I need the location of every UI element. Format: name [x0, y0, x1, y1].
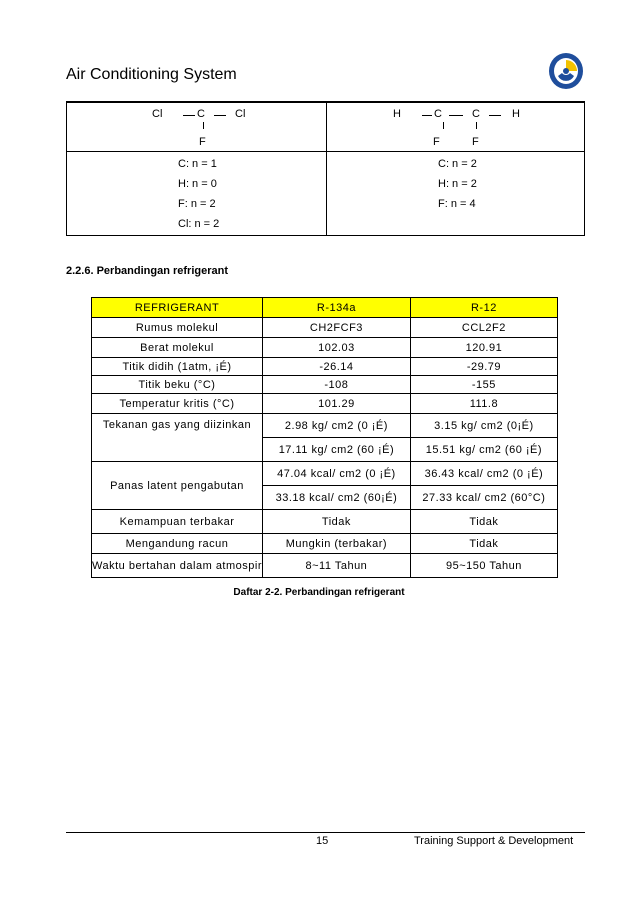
r12-value: 3.15 kg/ cm2 (0¡É)	[410, 414, 557, 438]
row-label: Temperatur kritis (°C)	[92, 394, 263, 414]
header-cell: R-12	[410, 298, 557, 318]
section-heading: 2.2.6. Perbandingan refrigerant	[66, 265, 228, 277]
footer-rule	[66, 832, 585, 833]
r12-value: 120.91	[410, 338, 557, 358]
formula-right-count: C: n = 2	[438, 158, 477, 170]
r134a-value: Mungkin (terbakar)	[263, 534, 411, 554]
r134a-value: Tidak	[263, 510, 411, 534]
header-cell: REFRIGERANT	[92, 298, 263, 318]
page-number: 15	[316, 835, 329, 847]
table-row	[92, 318, 558, 338]
r134a-value: 47.04 kcal/ cm2 (0 ¡É)	[263, 462, 411, 486]
row-label: Kemampuan terbakar	[92, 510, 263, 534]
r12-value: CCL2F2	[410, 318, 557, 338]
r134a-value: 101.29	[263, 394, 411, 414]
row-label: Waktu bertahan dalam atmospir	[92, 554, 263, 578]
formula-left-atom-1: Cl	[152, 108, 163, 120]
table-row	[92, 394, 558, 414]
table-row	[92, 554, 558, 578]
page-header-title: Air Conditioning System	[66, 66, 237, 83]
formula-left-atom-3: Cl	[235, 108, 246, 120]
table-row	[92, 338, 558, 358]
formula-left-atom-2: C	[197, 108, 205, 120]
r12-value: -29.79	[410, 358, 557, 376]
table-row	[92, 414, 558, 438]
r134a-value: CH2FCF3	[263, 318, 411, 338]
r12-value: Tidak	[410, 510, 557, 534]
formula-left-count: H: n = 0	[178, 178, 217, 190]
r12-value: 95~150 Tahun	[410, 554, 557, 578]
r12-value: Tidak	[410, 534, 557, 554]
r134a-value: 33.18 kcal/ cm2 (60¡É)	[263, 486, 411, 510]
r12-value: 27.33 kcal/ cm2 (60°C)	[410, 486, 557, 510]
r134a-value: 2.98 kg/ cm2 (0 ¡É)	[263, 414, 411, 438]
formula-left-count: F: n = 2	[178, 198, 216, 210]
r12-value: 15.51 kg/ cm2 (60 ¡É)	[410, 438, 557, 462]
formula-left-count: Cl: n = 2	[178, 218, 220, 230]
formula-right-count: F: n = 4	[438, 198, 476, 210]
r134a-value: 102.03	[263, 338, 411, 358]
formula-right-atom-3: C	[472, 108, 480, 120]
r134a-value: 8~11 Tahun	[263, 554, 411, 578]
r12-value: 111.8	[410, 394, 557, 414]
formula-right-below-1: F	[433, 136, 440, 148]
formula-left-below: F	[199, 136, 206, 148]
formula-right-atom-1: H	[393, 108, 401, 120]
table-row	[92, 534, 558, 554]
formula-table	[66, 103, 585, 236]
table-caption: Daftar 2-2. Perbandingan refrigerant	[233, 587, 405, 598]
r12-value: 36.43 kcal/ cm2 (0 ¡É)	[410, 462, 557, 486]
refrigerant-comparison-table	[91, 297, 558, 578]
table-row	[92, 510, 558, 534]
formula-right-atom-2: C	[434, 108, 442, 120]
r12-value: -155	[410, 376, 557, 394]
formula-left-count: C: n = 1	[178, 158, 217, 170]
row-label: Panas latent pengabutan	[92, 462, 263, 510]
company-logo-icon	[548, 52, 584, 90]
row-label: Berat molekul	[92, 338, 263, 358]
r134a-value: -26.14	[263, 358, 411, 376]
table-row	[92, 358, 558, 376]
row-label: Mengandung racun	[92, 534, 263, 554]
table-header-row	[92, 298, 558, 318]
row-label: Rumus molekul	[92, 318, 263, 338]
table-row	[92, 462, 558, 486]
header-cell: R-134a	[263, 298, 411, 318]
row-label: Tekanan gas yang diizinkan	[92, 414, 263, 462]
row-label: Titik didih (1atm, ¡É)	[92, 358, 263, 376]
formula-right-atom-4: H	[512, 108, 520, 120]
r134a-value: -108	[263, 376, 411, 394]
footer-text: Training Support & Development	[414, 835, 574, 847]
formula-right-below-2: F	[472, 136, 479, 148]
r134a-value: 17.11 kg/ cm2 (60 ¡É)	[263, 438, 411, 462]
table-row	[92, 376, 558, 394]
formula-right-count: H: n = 2	[438, 178, 477, 190]
row-label: Titik beku (°C)	[92, 376, 263, 394]
